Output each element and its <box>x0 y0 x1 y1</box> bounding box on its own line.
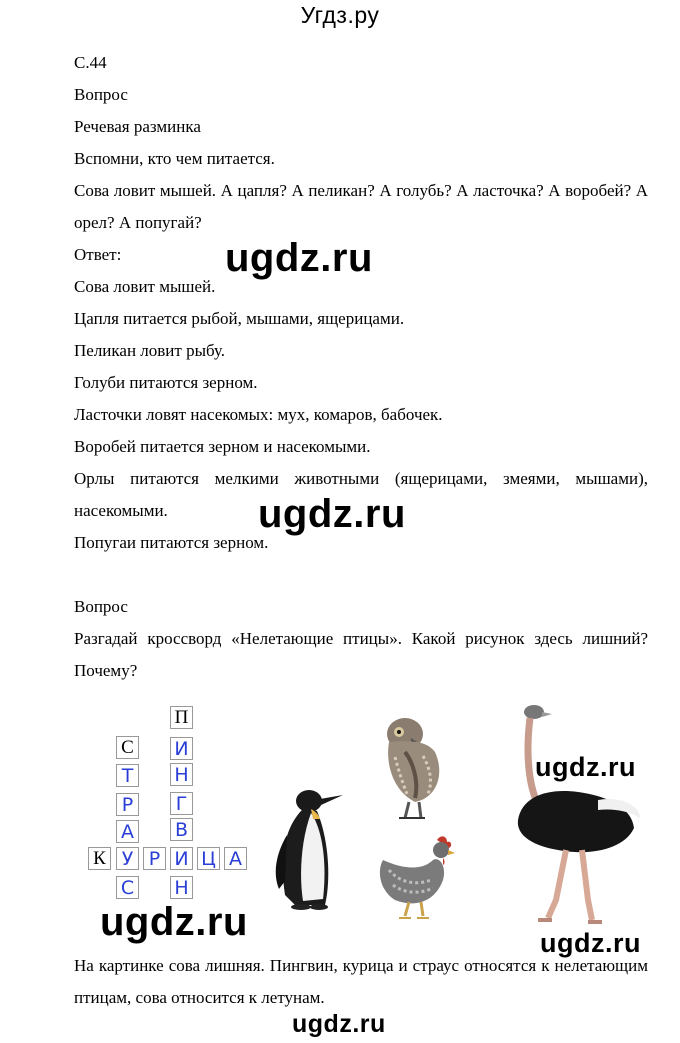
handwritten-letter: В <box>174 818 189 841</box>
handwritten-letter: Н <box>174 763 189 786</box>
handwritten-letter: Р <box>148 847 161 870</box>
answer-line: Попугаи питаются зерном. <box>74 533 269 552</box>
crossword-question: Разгадай кроссворд «Нелетающие птицы». Какой рисунок здесь лишний? Почему? <box>74 629 648 680</box>
answer-label: Ответ: <box>74 245 122 264</box>
question-label: Вопрос <box>74 597 128 616</box>
handwritten-letter: И <box>174 737 189 760</box>
handwritten-letter: Г <box>175 792 188 815</box>
printed-letter: К <box>93 847 106 869</box>
site-header[interactable]: Угдз.ру <box>300 2 380 28</box>
crossword-cell[interactable] <box>116 793 139 816</box>
crossword-cell[interactable] <box>170 706 193 729</box>
watermark: ugdz.ru <box>292 1010 386 1038</box>
watermark: ugdz.ru <box>535 752 636 782</box>
answer-line: Цапля питается рыбой, мышами, ящерицами. <box>74 309 405 328</box>
handwritten-letter: У <box>121 847 134 870</box>
crossword-cell[interactable] <box>170 792 193 815</box>
handwritten-letter: А <box>121 820 134 843</box>
watermark: ugdz.ru <box>540 928 641 958</box>
question-text: Сова ловит мышей. А цапля? А пеликан? А голубь? А ласточка? А воробей? А орел? А попугай? <box>74 181 648 232</box>
crossword-cell[interactable] <box>170 876 193 899</box>
crossword-cell[interactable] <box>170 847 193 870</box>
answer-line: Орлы питаются мелкими животными (ящерицами, змеями, мышами), насекомыми. <box>74 469 648 520</box>
crossword-cell[interactable] <box>143 847 166 870</box>
crossword-cell[interactable] <box>116 820 139 843</box>
crossword-cell[interactable] <box>197 847 220 870</box>
watermark: ugdz.ru <box>225 236 373 280</box>
crossword-cell[interactable] <box>170 818 193 841</box>
handwritten-letter: И <box>174 847 189 870</box>
penguin-icon <box>265 785 345 913</box>
handwritten-letter: А <box>229 847 242 870</box>
question-label: Вопрос <box>74 85 128 104</box>
handwritten-letter: Р <box>121 793 134 816</box>
chicken-icon <box>375 830 460 922</box>
handwritten-letter: Ц <box>201 847 216 870</box>
watermark: ugdz.ru <box>100 900 248 944</box>
crossword-cell[interactable] <box>116 764 139 787</box>
printed-letter: П <box>174 706 189 728</box>
crossword-cell[interactable] <box>88 847 111 870</box>
handwritten-letter: Т <box>121 764 134 787</box>
answer-line: Пеликан ловит рыбу. <box>74 341 226 360</box>
printed-letter: С <box>121 736 134 758</box>
answer-line: Ласточки ловят насекомых: мух, комаров, бабочек. <box>74 405 443 424</box>
handwritten-letter: Н <box>174 876 189 899</box>
final-answer: На картинке сова лишняя. Пингвин, курица и страус относятся к нелетающим птицам, сова относится к летунам. <box>74 956 648 1007</box>
crossword-cell[interactable] <box>116 736 139 759</box>
answer-line: Голуби питаются зерном. <box>74 373 258 392</box>
handwritten-letter: С <box>120 876 135 899</box>
crossword-cell[interactable] <box>170 737 193 760</box>
owl-icon <box>375 712 455 822</box>
task-text: Вспомни, кто чем питается. <box>74 149 275 168</box>
warmup-title: Речевая разминка <box>74 117 201 136</box>
ostrich-icon <box>508 700 648 930</box>
crossword-cell[interactable] <box>116 847 139 870</box>
crossword-cell[interactable] <box>224 847 247 870</box>
answer-line: Воробей питается зерном и насекомыми. <box>74 437 371 456</box>
answer-line: Сова ловит мышей. <box>74 277 216 296</box>
crossword-cell[interactable] <box>170 763 193 786</box>
page-ref: С.44 <box>74 53 107 72</box>
watermark: ugdz.ru <box>258 492 406 536</box>
crossword-cell[interactable] <box>116 876 139 899</box>
